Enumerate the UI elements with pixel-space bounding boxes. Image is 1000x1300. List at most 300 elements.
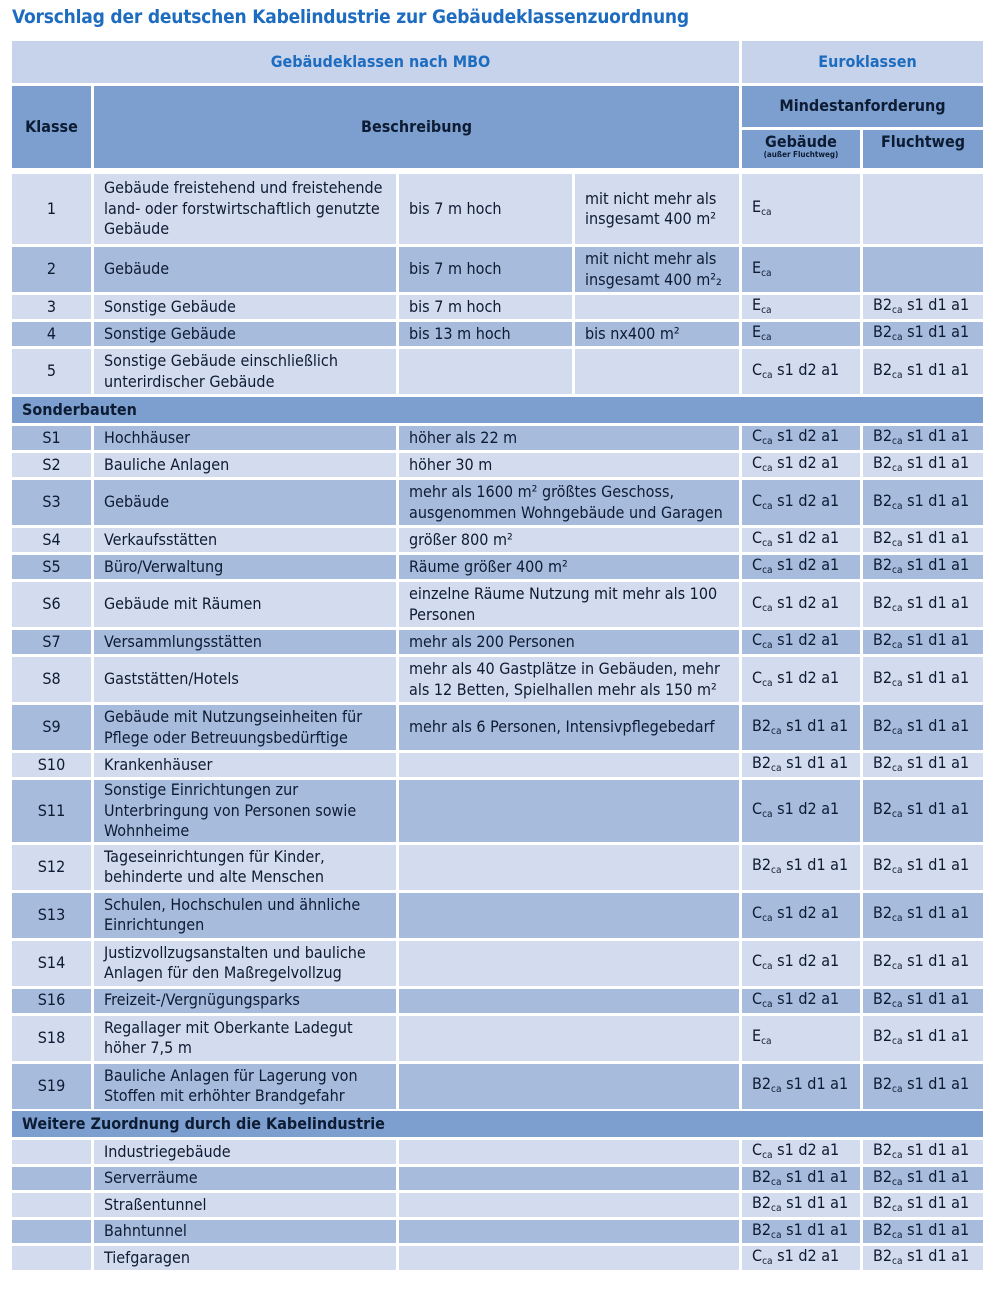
class-description: Serverräume [104,1168,198,1187]
class-area: mit nicht mehr als insgesamt 400 m² [585,188,717,228]
class-criteria [399,893,739,938]
euro-class-subscript: ca [762,538,773,550]
euro-class-letter: B2 [873,1219,893,1239]
euro-class-letter: B2 [873,1074,893,1094]
class-height: bis 7 m hoch [409,198,502,218]
euro-class-subscript: ca [892,1229,903,1241]
table-row [12,780,983,842]
gebaeude-requirement [742,630,860,654]
euro-class-suffix: s1 d1 a1 [902,1140,970,1159]
class-criteria [399,1246,739,1270]
euro-class-suffix: s1 d2 a1 [772,592,840,612]
class-number: S10 [37,754,66,774]
table-row [12,989,983,1013]
euro-class-subscript: ca [892,913,903,925]
fluchtweg-requirement [863,893,983,938]
euro-class-subscript: ca [892,998,903,1010]
fluchtweg-requirement [863,247,983,292]
class-criteria [399,941,739,986]
further-rows [12,1140,983,1270]
class-criteria: mehr als 6 Personen, Intensivpflegebedarf [409,717,715,737]
euro-class-letter: C [752,799,763,818]
euro-class-subscript: ca [771,865,782,877]
class-number: S7 [42,631,61,651]
class-criteria [399,989,739,1013]
class-criteria: Räume größer 400 m² [409,556,568,576]
euro-class-letter: B2 [752,753,772,773]
euro-class-suffix: s1 d1 a1 [781,1166,849,1186]
euro-class-subscript: ca [892,332,903,344]
euro-class-letter: E [752,1026,762,1046]
euro-class-letter: B2 [752,1219,772,1239]
gebaeude-requirement [742,705,860,750]
class-description: Hochhäuser [104,427,191,447]
euro-class-subscript: ca [762,463,773,475]
euro-class-subscript: ca [761,1036,772,1048]
table-row [12,349,983,394]
class-description: Gebäude freistehend und freistehende land- oder forstwirtschaftlich genutzte Gebäude [104,178,383,239]
class-description: Sonstige Gebäude einschließlich unterirdischer Gebäude [104,351,338,391]
euro-class-letter: E [752,322,762,342]
class-number: S18 [37,1027,66,1047]
euro-class-subscript: ca [892,500,903,512]
gebaeude-requirement [742,295,860,319]
euro-class-suffix: s1 d1 a1 [902,295,970,315]
euro-class-suffix: s1 d1 a1 [902,359,970,379]
table-row [12,480,983,525]
gebaeude-requirement [742,322,860,346]
euro-class-suffix: s1 d1 a1 [902,1219,970,1239]
euro-class-letter: B2 [873,1026,893,1046]
class-number [12,1220,91,1244]
euro-class-suffix: s1 d2 a1 [772,667,840,687]
class-height [399,349,572,394]
table-row [12,1167,983,1191]
class-height: bis 7 m hoch [409,259,502,279]
class-criteria: mehr als 1600 m² größtes Geschoss, ausgenommen Wohngebäude und Garagen [409,482,723,522]
gebaeude-requirement [742,1167,860,1191]
euro-class-suffix: s1 d1 a1 [902,1246,970,1265]
class-description: Büro/Verwaltung [104,556,224,576]
euro-class-suffix: s1 d2 a1 [772,1140,840,1159]
class-description: Sonstige Gebäude [104,323,236,343]
euro-class-subscript: ca [892,369,903,381]
euro-class-suffix: s1 d1 a1 [902,715,970,735]
class-height: bis 13 m hoch [409,323,511,343]
euro-class-letter: B2 [873,592,893,612]
euro-class-suffix: s1 d2 a1 [772,799,840,818]
class-description: Tiefgaragen [104,1247,191,1267]
gebaeude-requirement [742,1193,860,1217]
class-description: Versammlungsstätten [104,631,262,651]
class-description: Bahntunnel [104,1221,187,1240]
euro-class-subscript: ca [892,436,903,448]
gebaeude-requirement [742,780,860,842]
euro-class-letter: B2 [873,1246,893,1265]
euro-class-subscript: ca [771,725,782,737]
gebaeude-requirement [742,1246,860,1270]
table-row [12,247,983,292]
class-description: Verkaufsstätten [104,529,218,549]
euro-class-suffix: s1 d1 a1 [902,903,970,923]
euro-class-subscript: ca [762,1256,773,1267]
euro-class-letter: B2 [873,528,893,548]
euro-class-subscript: ca [762,500,773,512]
euro-class-subscript: ca [761,332,772,344]
euro-class-letter: B2 [752,1193,772,1212]
euro-class-subscript: ca [762,565,773,577]
table-row [12,1193,983,1217]
euro-class-letter: B2 [752,715,772,735]
table-row [12,893,983,938]
fluchtweg-requirement [863,528,983,552]
euro-class-letter: B2 [873,903,893,923]
euro-class-letter: B2 [873,753,893,773]
euro-class-subscript: ca [762,369,773,381]
euro-class-letter: B2 [873,1193,893,1212]
class-description: Freizeit-/Vergnügungsparks [104,990,300,1010]
euro-class-subscript: ca [762,436,773,448]
class-number: S9 [42,717,61,737]
class-number [12,1246,91,1270]
euro-class-suffix: s1 d2 a1 [772,555,840,575]
euro-class-subscript: ca [892,1203,903,1214]
euro-class-subscript: ca [892,640,903,652]
euro-class-suffix: s1 d1 a1 [902,592,970,612]
fluchtweg-requirement [863,322,983,346]
class-description: Regallager mit Oberkante Ladegut höher 7,5 m [104,1017,353,1057]
gebaeude-requirement [742,480,860,525]
fluchtweg-requirement [863,1016,983,1061]
euro-class-suffix: s1 d1 a1 [902,322,970,342]
euro-class-letter: B2 [873,715,893,735]
euro-class-letter: C [752,490,763,510]
class-description: Schulen, Hochschulen und ähnliche Einrichtungen [104,894,361,934]
euro-class-letter: B2 [873,322,893,342]
class-criteria [399,1140,739,1164]
class-area [575,349,739,394]
table-row [12,941,983,986]
gebaeude-requirement [742,426,860,450]
euro-class-suffix: s1 d1 a1 [902,490,970,510]
euro-class-letter: B2 [873,1166,893,1186]
table-row [12,630,983,654]
fluchtweg-requirement [863,1140,983,1164]
euro-class-letter: B2 [873,359,893,379]
euro-class-subscript: ca [762,809,773,820]
gebaeude-requirement [742,1016,860,1061]
euro-class-letter: C [752,630,763,650]
gebaeude-requirement [742,247,860,292]
class-number: 4 [46,323,57,343]
gebaeude-requirement [742,989,860,1013]
euro-class-letter: E [752,257,762,277]
further-table [9,1108,986,1273]
euro-class-letter: C [752,359,763,379]
euro-class-letter: C [752,951,763,971]
gebaeude-requirement [742,174,860,244]
class-number [12,1167,91,1191]
class-description: Gebäude [104,492,170,512]
class-criteria: einzelne Räume Nutzung mit mehr als 100 Personen [409,584,718,624]
header-euro: Euroklassen [818,51,917,71]
class-area [575,295,739,319]
fluchtweg-requirement [863,1246,983,1270]
euro-class-subscript: ca [761,267,772,279]
euro-class-subscript: ca [892,725,903,737]
class-rows [12,174,983,394]
euro-class-suffix: s1 d2 a1 [772,988,840,1008]
table-row [12,453,983,477]
euro-class-subscript: ca [761,305,772,317]
class-criteria [399,1220,739,1244]
class-area: mit nicht mehr als insgesamt 400 m²₂ [585,249,722,289]
class-number: 3 [46,296,57,316]
class-number: S3 [42,492,61,512]
euro-class-letter: B2 [873,799,893,818]
euro-class-subscript: ca [762,677,773,689]
table-row [12,426,983,450]
fluchtweg-requirement [863,630,983,654]
euro-class-subscript: ca [771,1176,782,1188]
euro-class-subscript: ca [892,1150,903,1161]
table-row [12,582,983,627]
class-description: Bauliche Anlagen für Lagerung von Stoffen mit erhöhter Brandgefahr [104,1065,358,1105]
gebaeude-requirement [742,941,860,986]
class-criteria: mehr als 200 Personen [409,631,575,651]
class-height: bis 7 m hoch [409,296,502,316]
euro-class-suffix: s1 d1 a1 [902,528,970,548]
class-description: Straßentunnel [104,1194,207,1214]
euro-class-letter: C [752,1246,763,1265]
header-beschreibung: Beschreibung [361,116,472,136]
euro-class-suffix: s1 d2 a1 [772,1246,840,1265]
fluchtweg-requirement [863,989,983,1013]
euro-class-letter: B2 [873,490,893,510]
euro-class-suffix: s1 d1 a1 [902,426,970,446]
fluchtweg-requirement [863,657,983,702]
class-number: S1 [42,427,61,447]
fluchtweg-requirement [863,174,983,244]
sonderbauten-header [12,397,983,423]
euro-class-subscript: ca [762,961,773,973]
euro-class-letter: B2 [873,453,893,473]
euro-class-subscript: ca [892,865,903,877]
fluchtweg-requirement [863,705,983,750]
class-number [12,1140,91,1164]
gebaeude-requirement [742,582,860,627]
fluchtweg-requirement [863,555,983,579]
table-row [12,1220,983,1244]
euro-class-subscript: ca [892,538,903,550]
class-number: S13 [37,904,66,924]
euro-class-subscript: ca [892,961,903,973]
gebaeude-requirement [742,555,860,579]
fluchtweg-requirement [863,780,983,842]
euro-class-letter: B2 [873,630,893,650]
euro-class-subscript: ca [892,1036,903,1048]
class-number: S6 [42,594,61,614]
euro-class-suffix: s1 d1 a1 [902,555,970,575]
euro-class-suffix: s1 d2 a1 [772,903,840,923]
euro-class-letter: B2 [873,855,893,875]
class-criteria: mehr als 40 Gastplätze in Gebäuden, mehr als 12 Betten, Spielhallen mehr als 150 m² [409,659,720,699]
table-row [12,1246,983,1270]
table-row [12,705,983,750]
gebaeude-requirement [742,893,860,938]
gebaeude-requirement [742,349,860,394]
euro-class-letter: B2 [752,1074,772,1094]
euro-class-suffix: s1 d1 a1 [781,855,849,875]
euro-class-suffix: s1 d1 a1 [902,799,970,818]
class-number: 5 [46,361,57,381]
header-mindestanforderung: Mindestanforderung [779,96,946,116]
euro-class-letter: B2 [752,855,772,875]
euro-class-suffix: s1 d1 a1 [902,855,970,875]
euro-class-subscript: ca [892,677,903,689]
fluchtweg-requirement [863,582,983,627]
class-criteria [399,1167,739,1191]
fluchtweg-requirement [863,1193,983,1217]
header-gebaeude-sub: (außer Fluchtweg) [763,150,839,159]
class-number: S4 [42,529,61,549]
euro-class-letter: E [752,197,762,217]
euro-class-letter: C [752,592,763,612]
fluchtweg-requirement [863,349,983,394]
euro-class-suffix: s1 d2 a1 [772,951,840,971]
euro-class-letter: B2 [873,988,893,1008]
euro-class-letter: C [752,426,763,446]
euro-class-letter: E [752,295,762,315]
euro-class-subscript: ca [771,1229,782,1241]
euro-class-suffix: s1 d1 a1 [902,988,970,1008]
euro-class-letter: C [752,1140,763,1159]
class-description: Sonstige Gebäude [104,296,236,316]
gebaeude-requirement [742,1220,860,1244]
euro-class-letter: C [752,667,763,687]
sonderbauten-rows [12,426,983,1109]
euro-class-subscript: ca [771,1203,782,1214]
euro-class-subscript: ca [771,1084,782,1096]
table-row [12,753,983,777]
class-number: S12 [37,856,66,876]
euro-class-letter: B2 [873,951,893,971]
euro-class-suffix: s1 d1 a1 [902,1074,970,1094]
euro-class-subscript: ca [762,998,773,1010]
euro-class-letter: B2 [873,1140,893,1159]
euro-class-letter: B2 [873,555,893,575]
fluchtweg-requirement [863,480,983,525]
table-row [12,295,983,319]
class-number: S19 [37,1075,66,1095]
euro-class-suffix: s1 d2 a1 [772,490,840,510]
euro-class-subscript: ca [892,809,903,820]
fluchtweg-requirement [863,753,983,777]
class-number: S14 [37,952,66,972]
euro-class-suffix: s1 d1 a1 [781,715,849,735]
euro-class-subscript: ca [892,305,903,317]
euro-class-letter: B2 [873,426,893,446]
euro-class-suffix: s1 d2 a1 [772,426,840,446]
class-criteria [399,780,739,842]
class-description: Tageseinrichtungen für Kinder, behinderte und alte Menschen [104,846,325,886]
class-number: 2 [46,259,57,279]
class-area: bis nx400 m² [585,323,680,343]
table-row [12,1140,983,1164]
fluchtweg-requirement [863,453,983,477]
table-row [12,657,983,702]
table-row [12,322,983,346]
euro-class-suffix: s1 d1 a1 [902,951,970,971]
class-criteria [399,1064,739,1109]
euro-class-subscript: ca [892,565,903,577]
gebaeude-requirement [742,528,860,552]
class-description: Gebäude mit Räumen [104,594,262,614]
fluchtweg-requirement [863,845,983,890]
euro-class-letter: B2 [873,295,893,315]
sonderbauten-label: Sonderbauten [22,399,137,419]
class-description: Gaststätten/Hotels [104,669,239,689]
euro-class-letter: C [752,903,763,923]
class-description: Krankenhäuser [104,754,213,774]
header-mbo: Gebäudeklassen nach MBO [270,51,491,71]
table-row [12,174,983,244]
euro-class-letter: B2 [873,667,893,687]
euro-class-letter: C [752,555,763,575]
further-label: Weitere Zuordnung durch die Kabelindustrie [22,1113,385,1133]
gebaeude-requirement [742,1140,860,1164]
euro-class-letter: B2 [752,1166,772,1186]
gebaeude-requirement [742,845,860,890]
class-criteria [399,753,739,777]
euro-class-suffix: s1 d2 a1 [772,630,840,650]
euro-class-subscript: ca [771,763,782,775]
class-number [12,1193,91,1217]
euro-class-subscript: ca [762,640,773,652]
euro-class-suffix: s1 d1 a1 [902,667,970,687]
euro-class-suffix: s1 d1 a1 [902,1166,970,1186]
class-description: Industriegebäude [104,1141,231,1161]
table-row [12,845,983,890]
euro-class-suffix: s1 d1 a1 [902,630,970,650]
euro-class-suffix: s1 d1 a1 [781,1193,849,1212]
euro-class-suffix: s1 d1 a1 [781,1074,849,1094]
class-description: Bauliche Anlagen [104,454,230,474]
class-criteria [399,1016,739,1061]
class-number: 1 [46,198,57,218]
euro-class-suffix: s1 d1 a1 [902,1193,970,1212]
fluchtweg-requirement [863,1220,983,1244]
euro-class-suffix: s1 d1 a1 [781,753,849,773]
class-description: Gebäude mit Nutzungseinheiten für Pflege oder Betreuungsbedürftige [104,707,363,747]
class-number: S2 [42,454,61,474]
table-row [12,1064,983,1109]
euro-class-letter: C [752,453,763,473]
fluchtweg-requirement [863,941,983,986]
class-description: Justizvollzugsanstalten und bauliche Anlagen für den Maßregelvollzug [104,942,366,982]
euro-class-suffix: s1 d2 a1 [772,359,840,379]
class-criteria: höher als 22 m [409,427,518,447]
gebaeude-requirement [742,753,860,777]
class-criteria [399,1193,739,1217]
euro-class-subscript: ca [761,207,772,219]
further-header [12,1111,983,1137]
fluchtweg-requirement [863,1064,983,1109]
fluchtweg-requirement [863,426,983,450]
euro-class-letter: C [752,988,763,1008]
building-class-table [9,38,986,1112]
euro-class-subscript: ca [892,1176,903,1188]
